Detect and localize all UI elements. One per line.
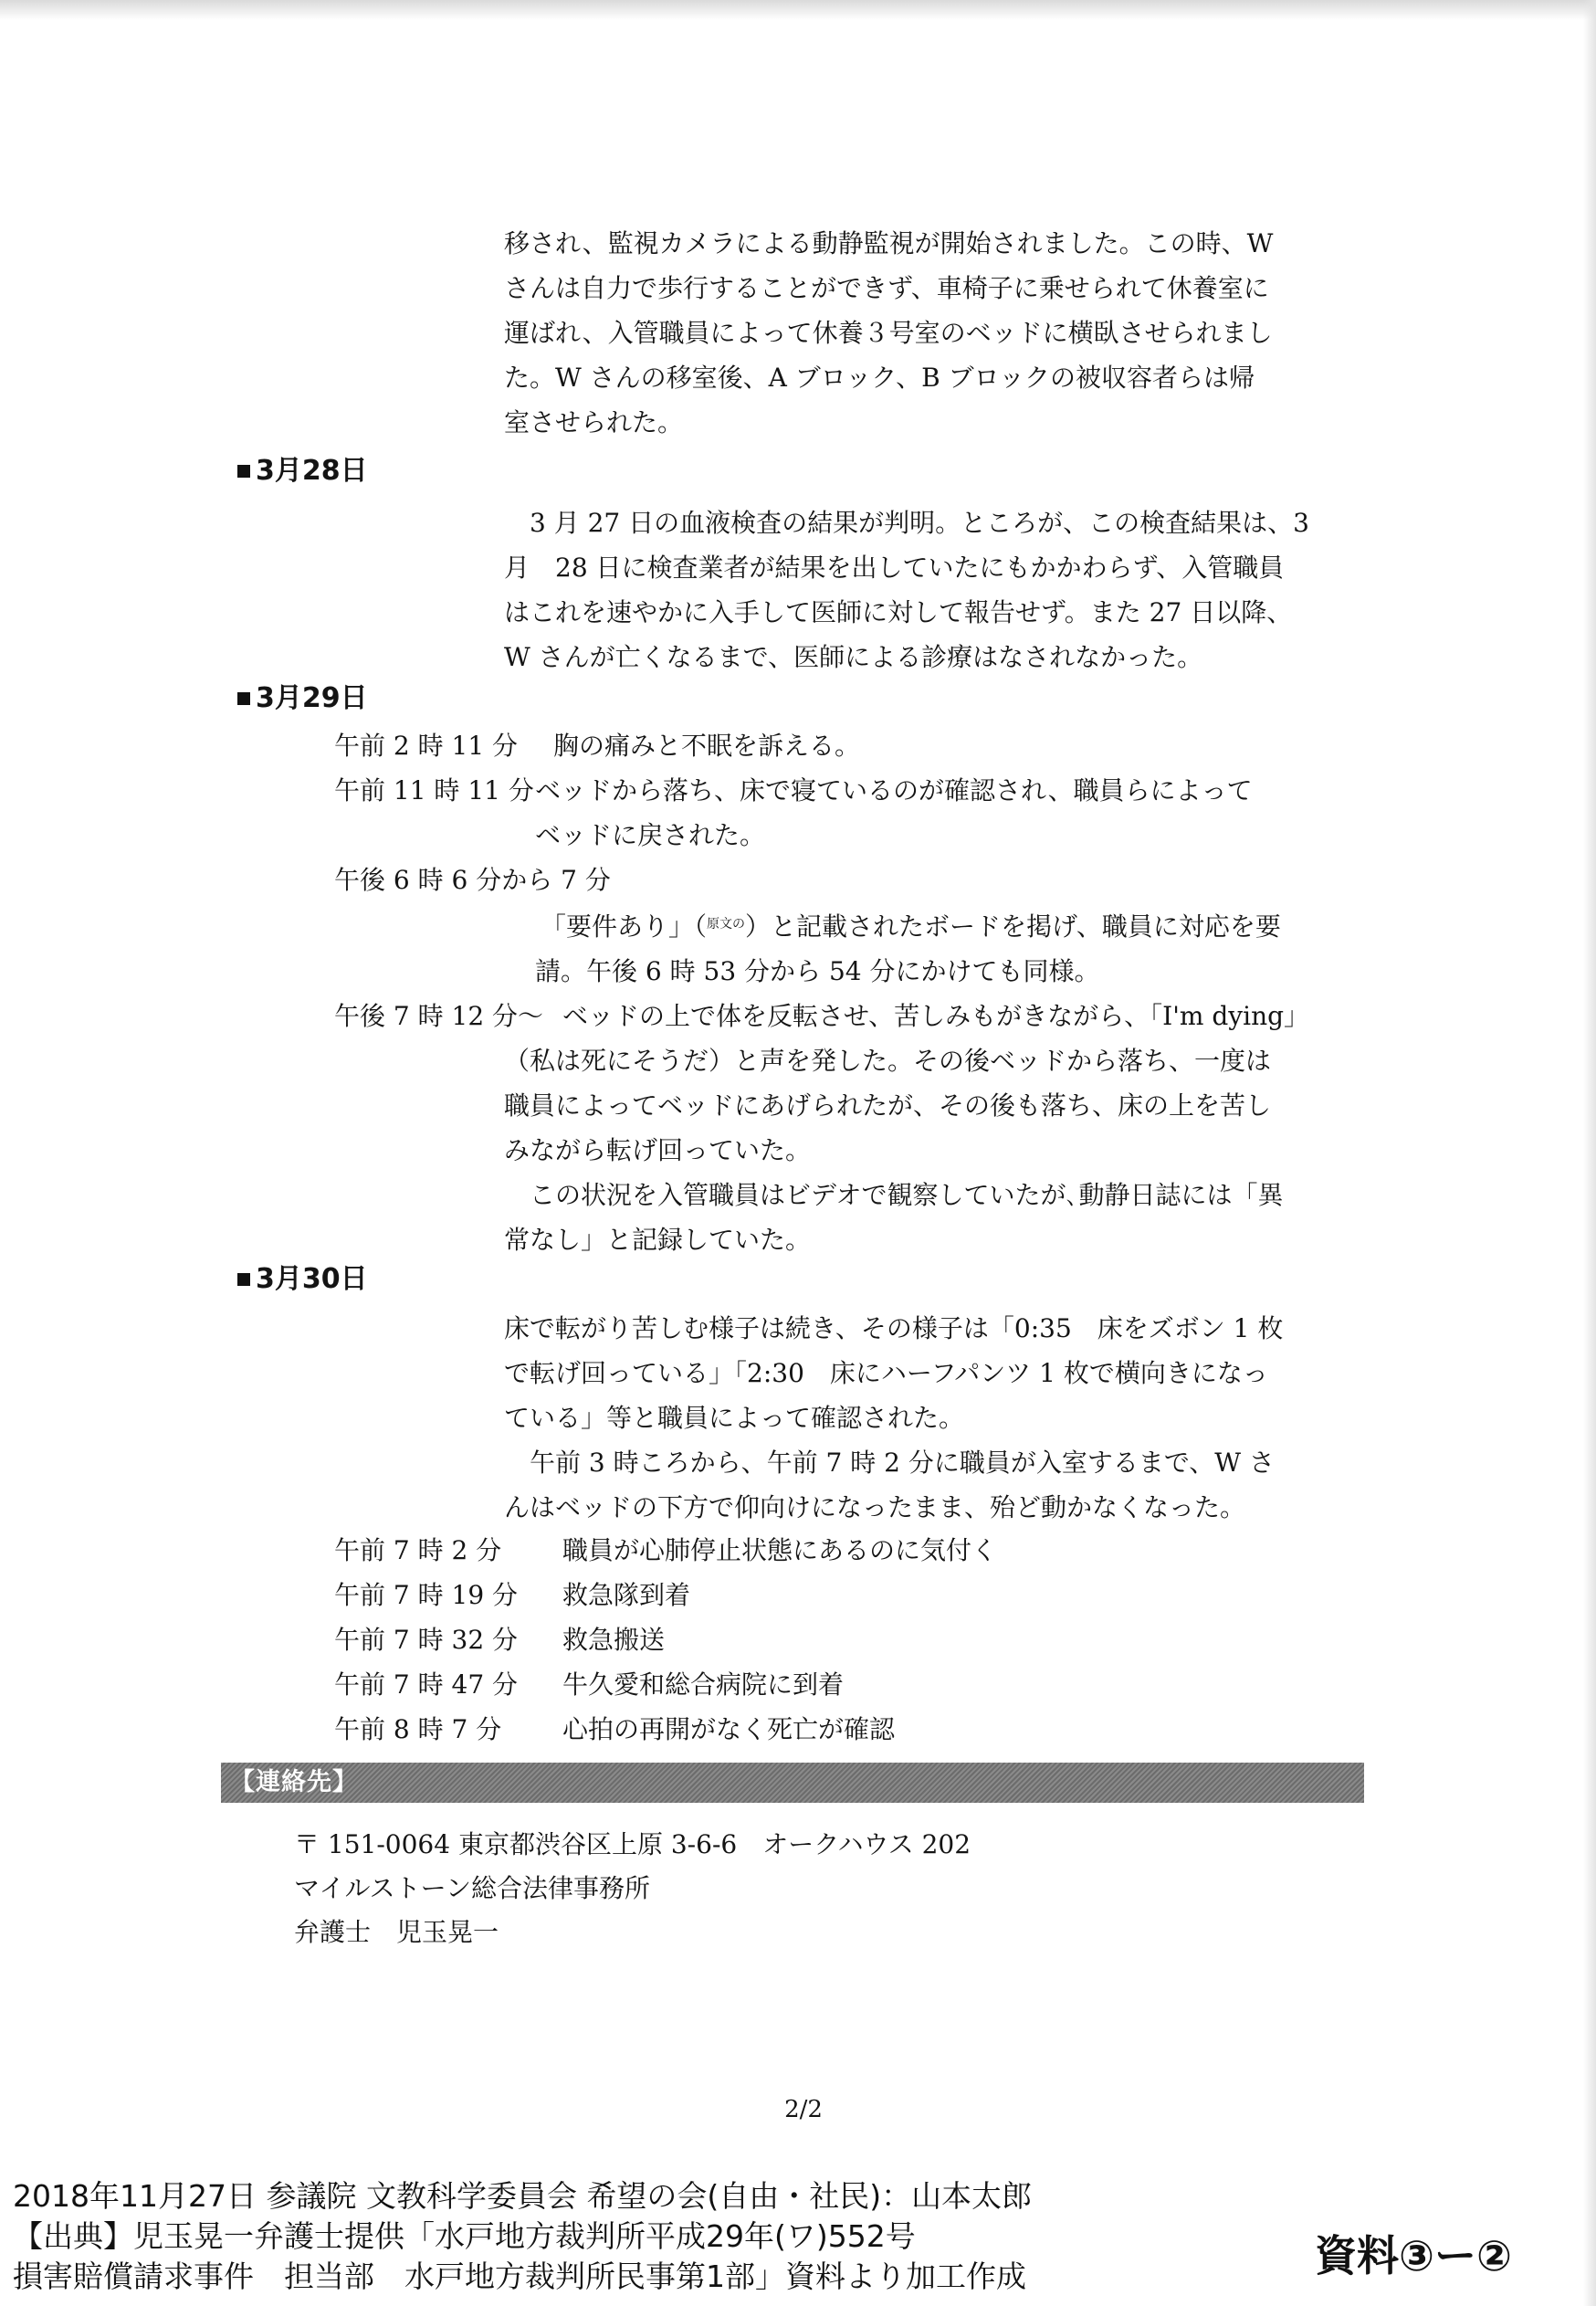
page-number: 2/2 bbox=[784, 2096, 823, 2123]
mar30-events bbox=[334, 1528, 1366, 1752]
event-time: 午前 7 時 47 分 bbox=[334, 1669, 519, 1700]
footer-line: 2018年11月27日 参議院 文教科学委員会 希望の会(自由・社民)：山本太郎 bbox=[13, 2178, 1033, 2214]
mar29-events bbox=[334, 723, 1366, 1262]
source-footer bbox=[13, 2176, 1032, 2297]
event-time: 午前 11 時 11 分 bbox=[334, 775, 534, 806]
scan-top-edge bbox=[0, 0, 1596, 20]
event-text: 胸の痛みと不眠を訴える。 bbox=[553, 731, 861, 761]
event-time: 午前 8 時 7 分 bbox=[334, 1714, 502, 1744]
text-line: さんは自力で歩行することができず、車椅子に乗せられて休養室に bbox=[504, 273, 1269, 303]
heading-mar29: 3月29日 bbox=[237, 680, 368, 717]
text-line: で転げ回っている」「2:30 床にハーフパンツ 1 枚で横向きになっ bbox=[504, 1358, 1268, 1388]
heading-mar30: 3月30日 bbox=[237, 1261, 368, 1298]
text-line: 運ばれ、入管職員によって休養３号室のベッドに横臥させられまし bbox=[504, 318, 1273, 348]
text-line: ている」等と職員によって確認された。 bbox=[504, 1403, 965, 1433]
text-line: た。W さんの移室後、A ブロック、B ブロックの被収容者らは帰 bbox=[504, 363, 1255, 393]
event-text: 救急搬送 bbox=[562, 1625, 666, 1655]
material-label: 資料③ー② bbox=[1315, 2231, 1512, 2280]
text-line: はこれを速やかに入手して医師に対して報告せず。また 27 日以降、 bbox=[504, 597, 1293, 627]
event-text: ベッドの上で体を反転させ、苦しみもがきながら、「I'm dying」 bbox=[562, 1001, 1310, 1031]
event-text: 「要件あり」（$^{原文の}$）と記載されたボードを掲げ、職員に対応を要 bbox=[541, 911, 1281, 942]
event-row bbox=[334, 723, 1366, 768]
contact-label: 【連絡先】 bbox=[230, 1768, 358, 1796]
event-time: 午後 6 時 6 分から 7 分 bbox=[334, 865, 611, 895]
contact-address: 〒 151-0064 東京都渋谷区上原 3-6-6 オークハウス 202 bbox=[294, 1829, 971, 1859]
mar28-paragraph bbox=[504, 500, 1362, 679]
contact-lawyer: 弁護士 児玉晃一 bbox=[294, 1917, 499, 1947]
event-text: 請。午後 6 時 53 分から 54 分にかけても同様。 bbox=[535, 956, 1100, 986]
event-row bbox=[334, 768, 1366, 813]
text-line: 移され、監視カメラによる動静監視が開始されました。この時、W bbox=[504, 228, 1274, 258]
text-line: 午前 3 時ころから、午前 7 時 2 分に職員が入室するまで、W さ bbox=[530, 1448, 1275, 1478]
intro-paragraph bbox=[504, 221, 1362, 445]
footer-line: 損害賠償請求事件 担当部 水戸地方裁判所民事第1部」資料より加工作成 bbox=[13, 2259, 1026, 2294]
event-row bbox=[334, 1573, 1366, 1617]
square-bullet-icon bbox=[237, 1273, 250, 1286]
event-time: 午後 7 時 12 分～ bbox=[334, 1001, 544, 1031]
event-row bbox=[334, 1528, 1366, 1573]
text-line: んはベッドの下方で仰向けになったまま、殆ど動かなくなった。 bbox=[504, 1492, 1246, 1522]
event-text: 心拍の再開がなく死亡が確認 bbox=[562, 1714, 896, 1744]
square-bullet-icon bbox=[237, 692, 250, 705]
event-text: ベッドから落ち、床で寝ているのが確認され、職員らによって bbox=[535, 775, 1253, 806]
mar30-paragraph bbox=[504, 1306, 1367, 1530]
event-time: 午前 2 時 11 分 bbox=[334, 731, 519, 761]
contact-details bbox=[294, 1823, 1116, 1954]
event-text: ベッドに戻された。 bbox=[535, 820, 766, 850]
footer-line: 【出典】児玉晃一弁護士提供「水戸地方裁判所平成29年(ワ)552号 bbox=[13, 2218, 916, 2254]
event-time: 午前 7 時 2 分 bbox=[334, 1535, 502, 1565]
text-line: 床で転がり苦しむ様子は続き、その様子は「0:35 床をズボン 1 枚 bbox=[504, 1313, 1284, 1343]
text-line: 月 28 日に検査業者が結果を出していたにもかかわらず、入管職員 bbox=[504, 553, 1285, 583]
event-row bbox=[334, 994, 1366, 1038]
event-text: 職員が心肺停止状態にあるのに気付く bbox=[562, 1535, 998, 1565]
heading-mar28: 3月28日 bbox=[237, 453, 368, 490]
contact-office: マイルストーン総合法律事務所 bbox=[294, 1873, 651, 1903]
scan-right-edge bbox=[1583, 0, 1596, 2306]
event-time: 午前 7 時 19 分 bbox=[334, 1580, 519, 1610]
square-bullet-icon bbox=[237, 465, 250, 478]
event-text: 牛久愛和総合病院に到着 bbox=[562, 1669, 845, 1700]
text-line: 室させられた。 bbox=[504, 407, 684, 437]
event-row bbox=[334, 1707, 1366, 1752]
text-line: W さんが亡くなるまで、医師による診療はなされなかった。 bbox=[504, 642, 1203, 672]
annotation-note: 原文の bbox=[707, 917, 746, 932]
contact-header-bar bbox=[221, 1763, 1364, 1803]
event-row bbox=[334, 1617, 1366, 1662]
event-text: （私は死にそうだ）と声を発した。その後ベッドから落ち、一度は 職員によってベッドにあげられたが、その後も落ち、床の上を苦し みながら転げ回っていた。 この状況を入管職員はビデオで観察していたが､動静日誌には「異 常なし」と記録していた。 bbox=[504, 1046, 1284, 1255]
event-row bbox=[334, 1662, 1366, 1707]
event-text: 救急隊到着 bbox=[562, 1580, 691, 1610]
event-time: 午前 7 時 32 分 bbox=[334, 1625, 519, 1655]
text-line: 3 月 27 日の血液検査の結果が判明。ところが、この検査結果は、3 bbox=[530, 508, 1309, 538]
